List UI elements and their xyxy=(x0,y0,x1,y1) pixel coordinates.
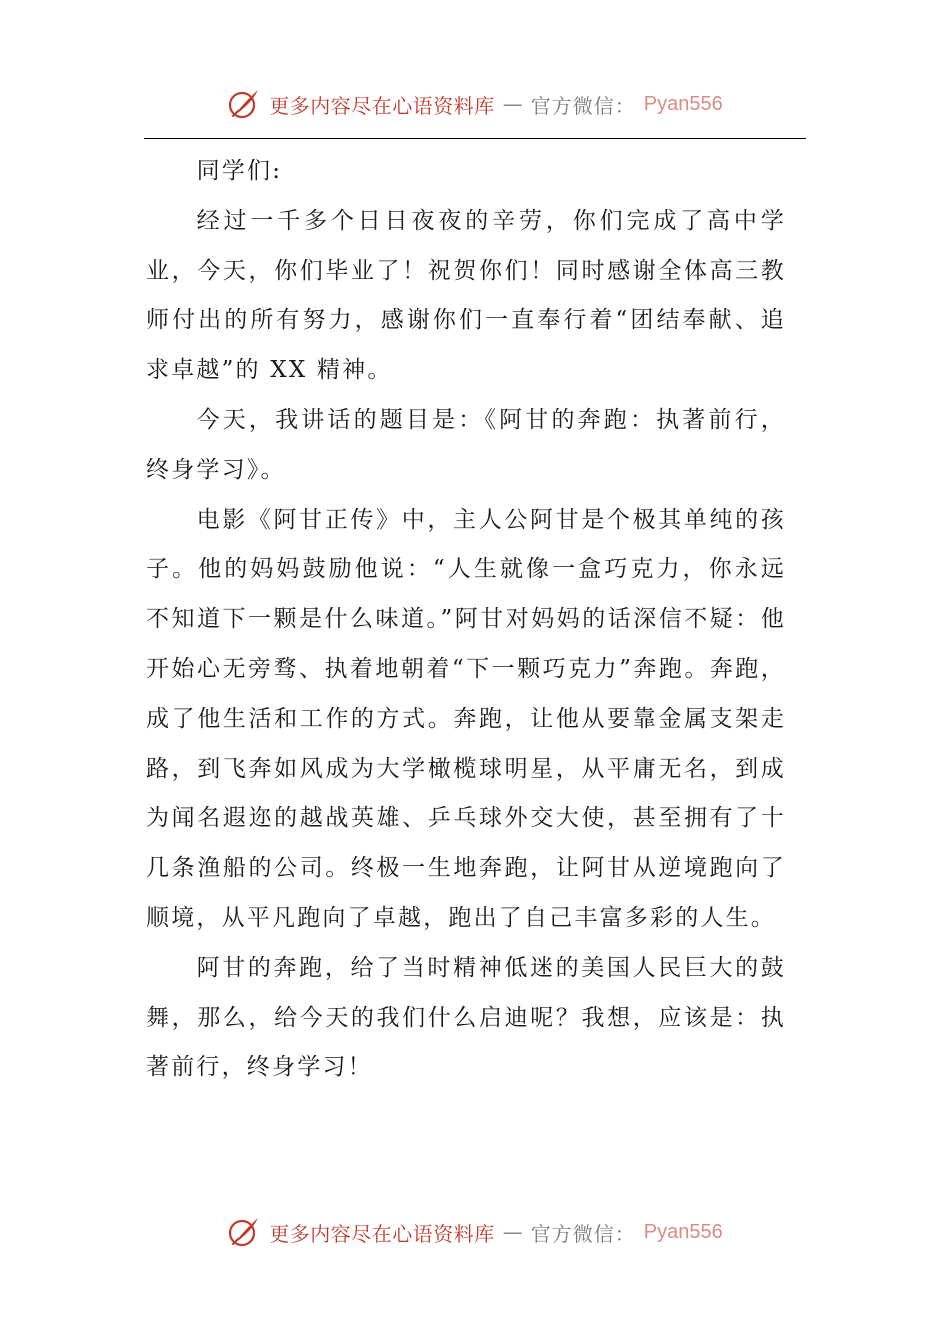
paragraph-inspiration: 阿甘的奔跑，给了当时精神低迷的美国人民巨大的鼓舞，那么，给今天的我们什么启迪呢？我想，应该是：执著前行，终身学习！ xyxy=(146,954,786,1081)
quill-pen-logo-icon xyxy=(227,1215,261,1249)
footer-dash: — xyxy=(502,1220,523,1244)
footer-site-text: 更多内容尽在心语资料库 xyxy=(269,1221,495,1246)
footer-wechat-id: Pyan556 xyxy=(643,1220,723,1243)
header-divider xyxy=(144,138,806,139)
page-header-banner xyxy=(0,84,950,124)
paragraph-salutation: 同学们: xyxy=(196,158,283,184)
header-wechat-label: 官方微信： xyxy=(530,93,636,118)
footer-wechat-label: 官方微信： xyxy=(530,1221,636,1246)
header-wechat-id: Pyan556 xyxy=(643,92,723,115)
page-footer-banner xyxy=(0,1212,950,1252)
header-site-text: 更多内容尽在心语资料库 xyxy=(269,93,495,118)
paragraph-topic: 今天，我讲话的题目是：《阿甘的奔跑：执著前行，终身学习》。 xyxy=(146,406,786,483)
paragraph-congratulations: 经过一千多个日日夜夜的辛劳，你们完成了高中学业，今天，你们毕业了！祝贺你们！同时感谢全体高三教师付出的所有努力，感谢你们一直奉行着“团结奉献、追求卓越”的 XX 精神。 xyxy=(146,207,786,384)
document-body xyxy=(146,147,786,1093)
header-dash: — xyxy=(502,92,523,116)
quill-pen-logo-icon xyxy=(227,87,261,121)
paragraph-forrest-gump: 电影《阿甘正传》中，主人公阿甘是个极其单纯的孩子。他的妈妈鼓励他说：“人生就像一盒巧克力，你永远不知道下一颗是什么味道。”阿甘对妈妈的话深信不疑：他开始心无旁骛、执着地朝着“下一颗巧克力”奔跑。奔跑，成了他生活和工作的方式。奔跑，让他从要靠金属支架走路，到飞奔如风成为大学橄榄球明星，从平庸无名，到成为闻名遐迩的越战英雄、乒乓球外交大使，甚至拥有了十几条渔船的公司。终极一生地奔跑，让阿甘从逆境跑向了顺境，从平凡跑向了卓越，跑出了自己丰富多彩的人生。 xyxy=(146,506,786,931)
